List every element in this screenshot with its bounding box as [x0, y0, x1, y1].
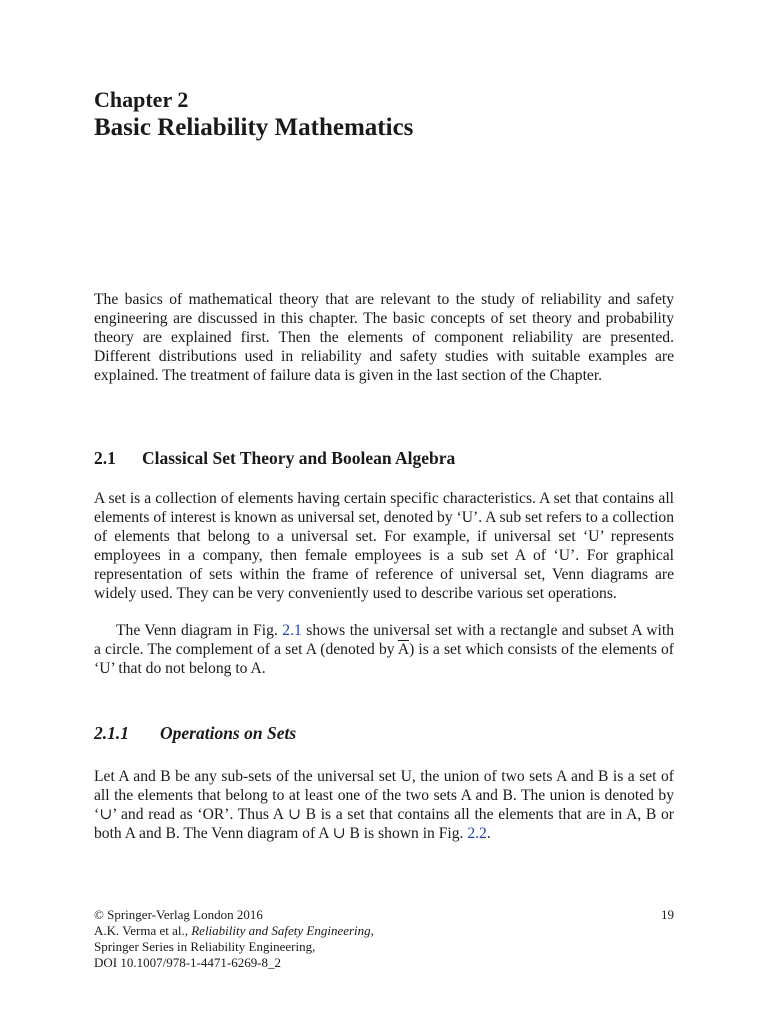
para2-text-middle: shows the universal set with a rectangle and subset A with a circle. The complement of a set A (denoted by: [94, 622, 675, 658]
citation-line: [94, 923, 674, 939]
section-title: Classical Set Theory and Boolean Algebra: [142, 448, 456, 468]
chapter-title: Basic Reliability Mathematics: [94, 114, 414, 141]
section-number: 2.1: [94, 448, 116, 468]
subsection-text-end: .: [486, 825, 491, 842]
subsection-title: Operations on Sets: [160, 723, 297, 743]
book-title: Reliability and Safety Engineering: [191, 923, 371, 938]
footer-block: [94, 907, 674, 971]
authors-text: A.K. Verma et al.,: [94, 923, 192, 938]
book-title-suffix: ,: [370, 923, 374, 938]
chapter-abstract: The basics of mathematical theory that are relevant to the study of reliability and safety engineering are discussed in this chapter. The basic concepts of set theory and probability theory are explained first. Then the elements of component reliability are presented. Different distributions used in reliability and safety studies with suitable examples are explained. The treatment of failure data is given in the last section of the Chapter.: [94, 291, 674, 384]
section-paragraph-1: A set is a collection of elements having certain specific characteristics. A set that contains all elements of interest is known as universal set, denoted by ‘U’. A sub set refers to a collection of elements that belong to a universal set. For example, if universal set ‘U’ represents employees in a company, then female employees is a sub set A of ‘U’. For graphical representation of sets within the frame of reference of universal set, Venn diagrams are widely used. They can be very conveniently used to describe various set operations.: [94, 490, 674, 602]
chapter-label: Chapter 2: [94, 87, 189, 112]
para2-text-end: ) is a set which consists of the elements of ‘U’ that do not belong to A.: [94, 641, 674, 677]
page-number: 19: [661, 907, 674, 922]
subsection-paragraph: [94, 767, 674, 843]
subsection-number: 2.1.1: [94, 723, 129, 743]
para2-text-start: The Venn diagram in Fig.: [116, 622, 283, 639]
section-heading: [94, 448, 455, 468]
copyright-line: © Springer-Verlag London 2016: [94, 907, 263, 922]
section-paragraph-2: [94, 621, 674, 678]
subsection-heading: [94, 723, 296, 743]
subsection-text: Let A and B be any sub-sets of the universal set U, the union of two sets A and B is a set of all the elements that belong to at least one of the two sets A and B. The union is denoted by ‘∪’ and read as ‘OR’. Thus A ∪ B is a set that contains all the elements that are in A, B or both A and B. The Venn diagram of A ∪ B is shown in Fig.: [94, 768, 674, 842]
series-line: Springer Series in Reliability Engineering,: [94, 939, 316, 954]
complement-symbol: $\overline{A}$: [397, 641, 410, 658]
figure-ref-link-2[interactable]: 2.2: [467, 825, 487, 842]
doi-line: DOI 10.1007/978-1-4471-6269-8_2: [94, 955, 282, 970]
figure-ref-link[interactable]: 2.1: [282, 622, 302, 639]
